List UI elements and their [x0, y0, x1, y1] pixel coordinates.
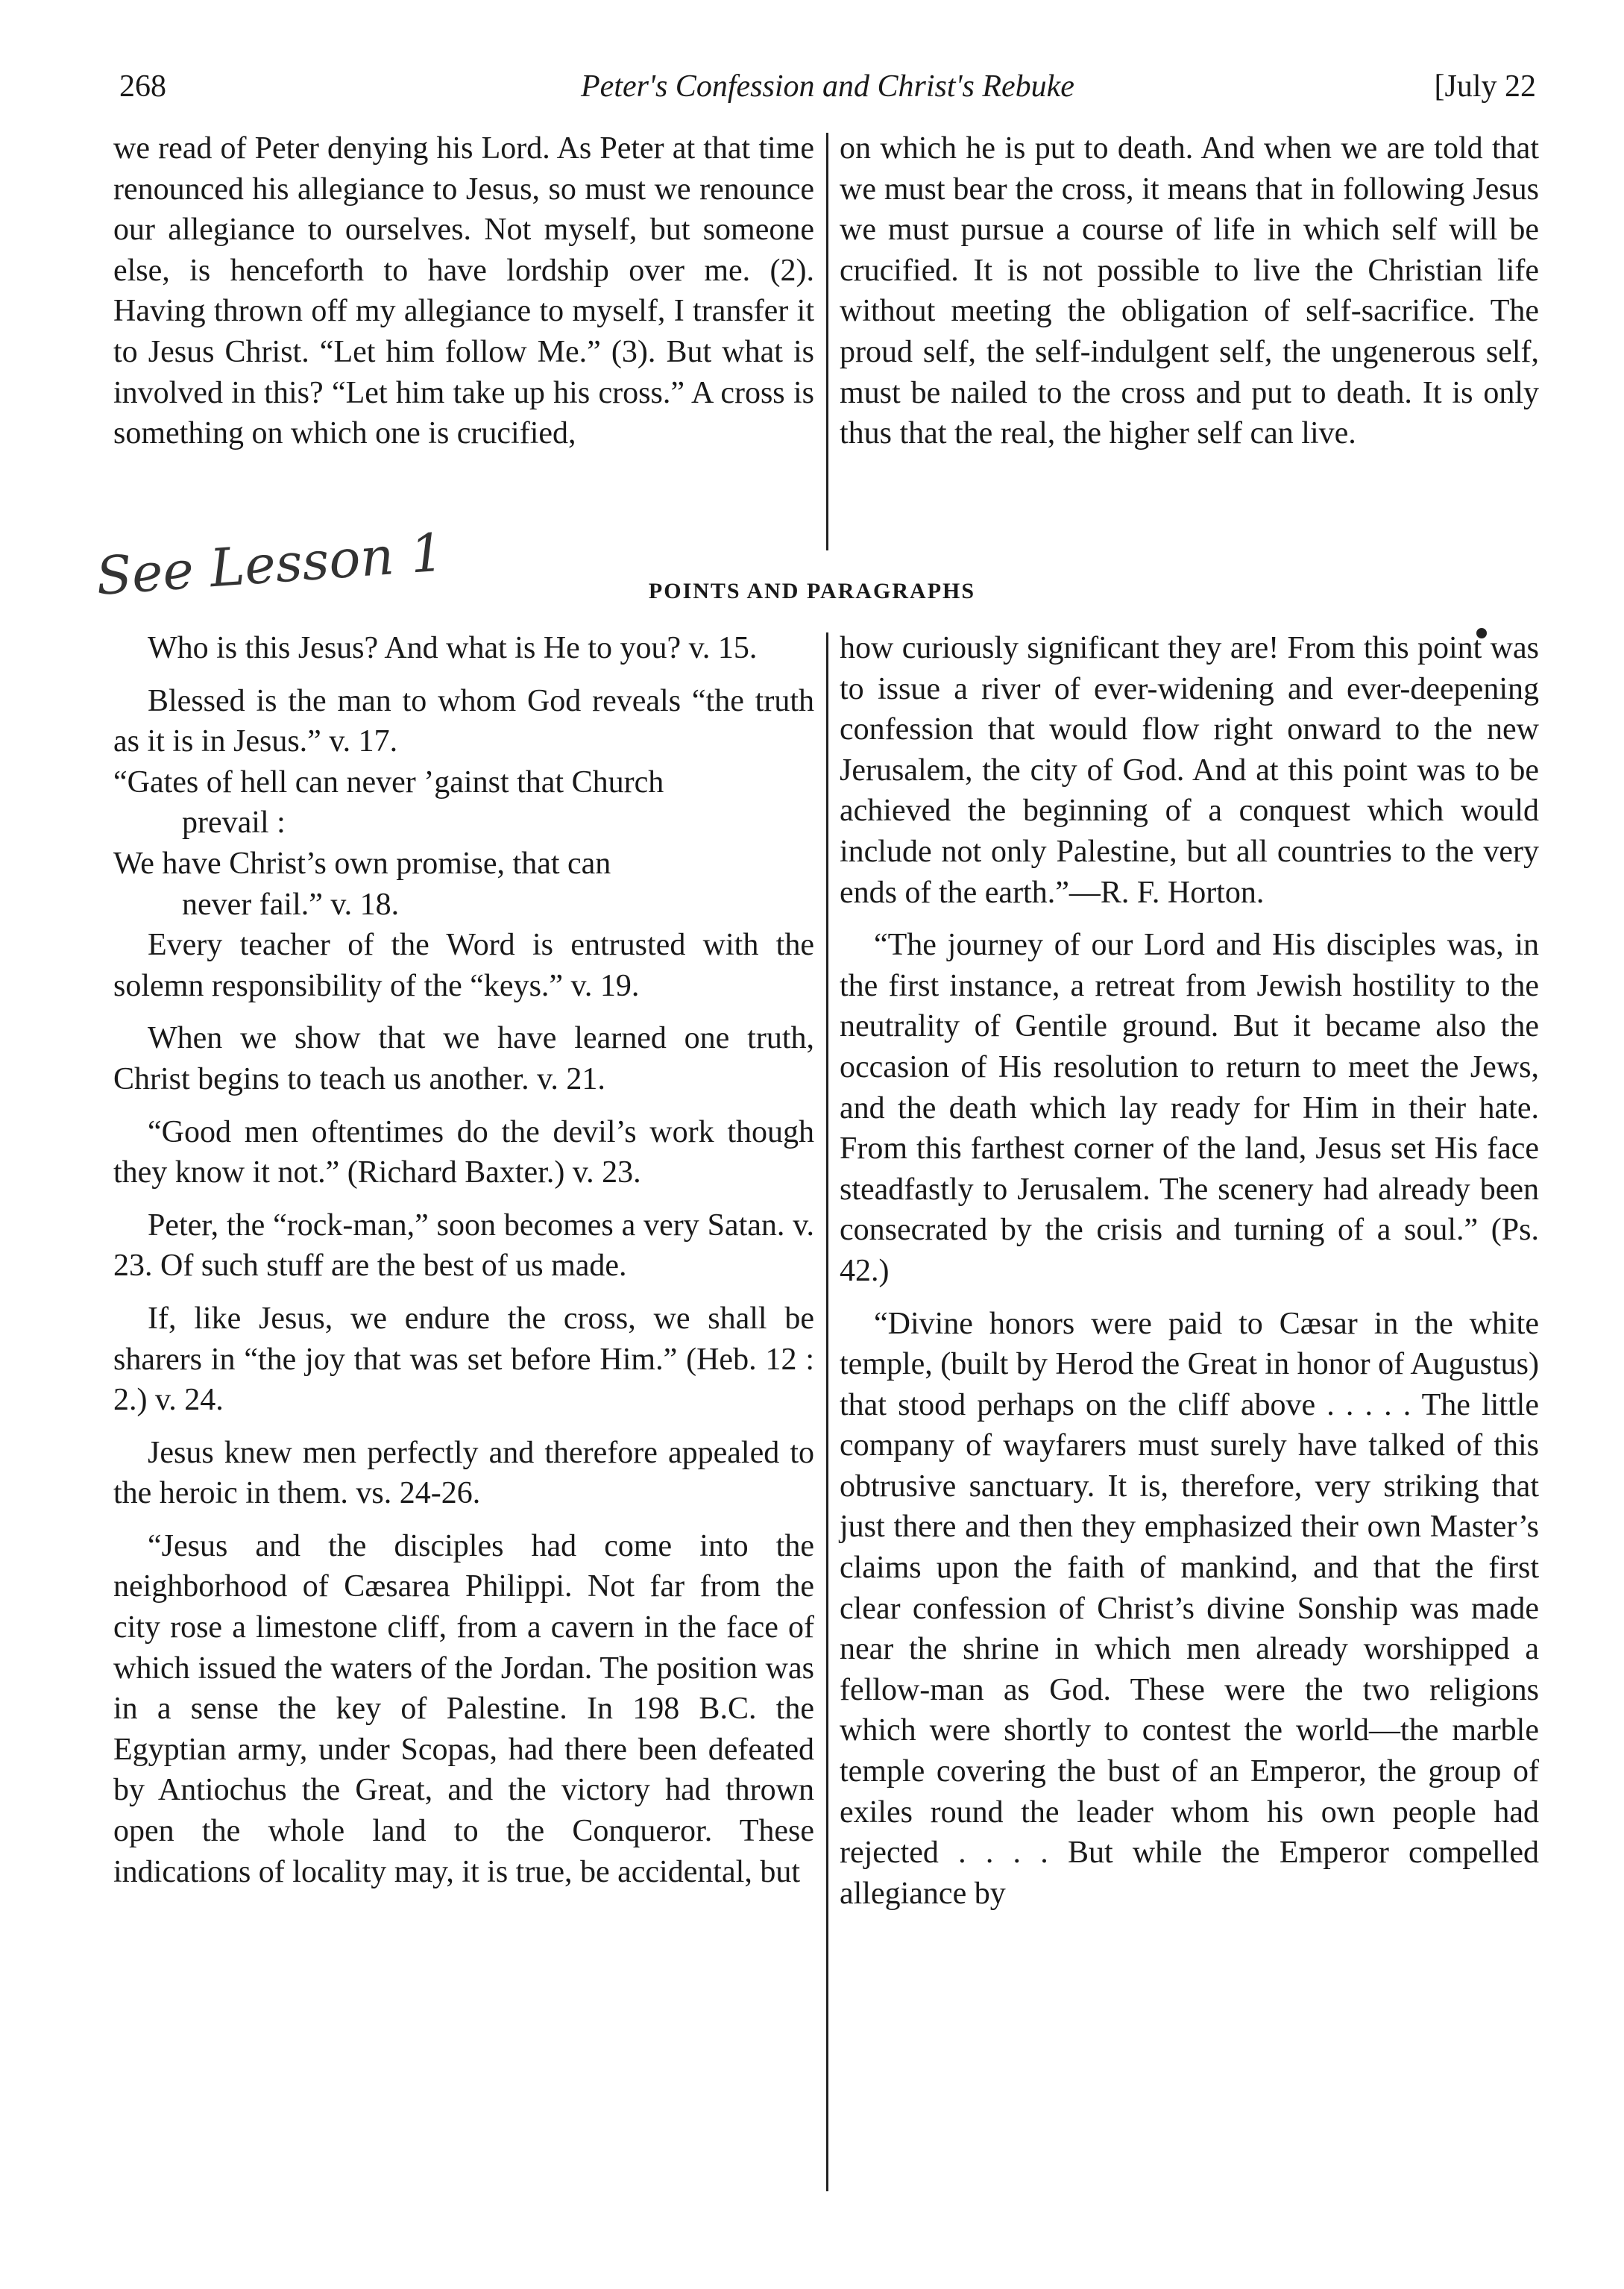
top-left-column — [113, 128, 814, 454]
point-paragraph: If, like Jesus, we endure the cross, we shall be sharers in “the joy that was set before Him.” (Heb. 12 : 2.) v. 24. — [113, 1301, 814, 1418]
top-right-paragraph: on which he is put to death. And when we are told that we must bear the cross, it means that in following Jesus we must pursue a course of life in which self will be crucified. It is not possible to live the Christian life without meeting the obligation of self-sacrifice. The proud self, the self-indulgent self, the ungenerous self, must be nailed to the cross and put to death. It is only thus that the real, the higher self can live. — [840, 131, 1539, 451]
point-paragraph: “Jesus and the disciples had come into the neighborhood of Cæsarea Philippi. Not far from the city rose a limestone cliff, from a cavern in the face of which issued the waters of the Jordan. The position was in a sense the key of Palestine. In 198 B.C. the Egyptian army, under Scopas, had there been defeated by Antiochus the Great, and the victory had thrown open the whole land to the Conqueror. These indications of locality may, it is true, be accidental, but — [113, 1528, 814, 1889]
header-date: [July 22 — [1434, 69, 1536, 104]
section-heading: POINTS AND PARAGRAPHS — [648, 579, 976, 603]
point-paragraph: When we show that we have learned one truth, Christ begins to teach us another. v. 21. — [113, 1021, 814, 1096]
verse-line: “Gates of hell can never ’gainst that Church — [113, 764, 664, 800]
top-right-column — [840, 128, 1539, 454]
verse-line: We have Christ’s own promise, that can — [113, 846, 611, 881]
point-paragraph: “The journey of our Lord and His disciples was, in the first instance, a retreat from Jewish hostility to the neutrality of Gentile ground. But it became also the occasion of His resolution to return to meet the Jews, and the death which lay ready for Him in their hate. From this farthest corner of the land, Jesus set His face steadfastly to Jerusalem. The scenery had already been consecrated by the crisis and turning of a soul.” (Ps. 42.) — [840, 928, 1539, 1288]
point-paragraph: Who is this Jesus? And what is He to you? v. 15. — [148, 631, 758, 665]
page-number: 268 — [119, 69, 166, 104]
running-title: Peter's Confession and Christ's Rebuke — [581, 69, 1074, 104]
column-divider-bottom — [826, 632, 828, 2191]
top-left-paragraph: we read of Peter denying his Lord. As Peter at that time renounced his allegiance to Jesus, so must we renounce our allegiance to ourselves. Not myself, but someone else, is henceforth to have lordship over me. (2). Having thrown off my allegiance to myself, I transfer it to Jesus Christ. “Let him follow Me.” (3). But what is involved in this? “Let him take up his cross.” A cross is something on which one is crucified, — [113, 131, 814, 451]
verse-line: prevail : — [182, 806, 286, 841]
point-paragraph: Every teacher of the Word is entrusted with the solemn responsibility of the “keys.” v. 19. — [113, 928, 814, 1003]
verse-line: never fail.” v. 18. — [182, 887, 400, 922]
point-paragraph: Jesus knew men perfectly and therefore appealed to the heroic in them. vs. 24-26. — [113, 1435, 814, 1511]
handwritten-note: See Lesson 1 — [94, 521, 446, 607]
point-paragraph: how curiously significant they are! From this point was to issue a river of ever-widening and ever-deepening confession that would flow right onward to the new Jerusalem, the city of God. And at this point was to be achieved the beginning of a conquest which would include not only Palestine, but all countries to the very ends of the earth.”—R. F. Horton. — [840, 631, 1539, 910]
point-paragraph: Peter, the “rock-man,” soon becomes a very Satan. v. 23. Of such stuff are the best of us made. — [113, 1208, 814, 1284]
running-header — [119, 69, 1536, 116]
point-paragraph: Blessed is the man to whom God reveals “the truth as it is in Jesus.” v. 17. — [113, 683, 814, 759]
point-paragraph: “Divine honors were paid to Cæsar in the white temple, (built by Herod the Great in honor of Augustus) that stood perhaps on the cliff above . . . . . The little company of wayfarers must surely have talked of this obtrusive sanctuary. It is, therefore, very striking that just there and then they emphasized their own Master’s claims upon the faith of mankind, and that the first clear confession of Christ’s divine Sonship was made near the shrine in which men already worshipped a fellow-man as God. These were the two religions which were shortly to contest the world—the marble temple covering the bust of an Emperor, the group of exiles round the leader whom his own people had rejected . . . . But while the Emperor compelled allegiance by — [840, 1306, 1539, 1911]
column-divider-top — [826, 133, 828, 550]
points-right-column — [840, 628, 1539, 1914]
point-paragraph: “Good men oftentimes do the devil’s work though they know it not.” (Richard Baxter.) v. 23. — [113, 1114, 814, 1190]
verse-quote — [113, 762, 814, 925]
points-left-column — [113, 628, 814, 1892]
